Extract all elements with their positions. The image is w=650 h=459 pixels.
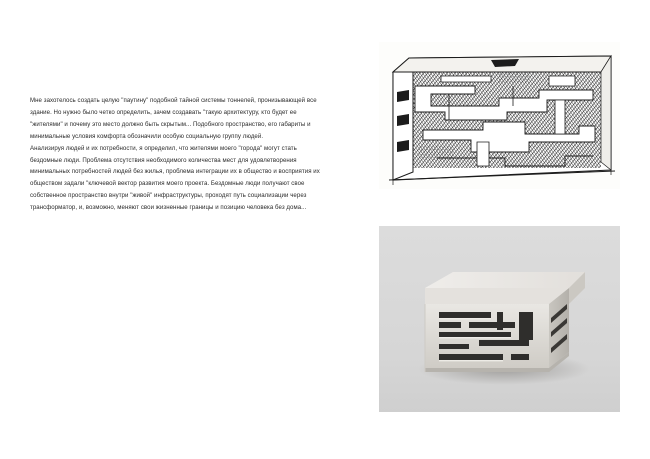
- body-text: [30, 95, 320, 214]
- paragraph-2: Анализируя людей и их потребности, я определил, что жителями моего "города" могут стать бездомные люди. Проблема отсутствия необходимого количества мест для удовлетворения минимальных потребностей людей без жилья, проблема интеграции их в общество и восприятия их обществом задали "ключевой вектор развития моего проекта. Бездомные люди получают свое собственное пространство внутри "живой" инфраструктуры, проходят путь социализации через трансформатор, и, возможно, меняют свои жизненные границы и позицию человека без дома...: [30, 144, 320, 212]
- tunnel-network-drawing: [379, 42, 620, 189]
- photo-canvas: [379, 226, 620, 412]
- drawing-canvas: [379, 42, 620, 189]
- concrete-model-photo: [379, 226, 620, 412]
- paragraph-1: Мне захотелось создать целую "паутину" подобной тайной системы тоннелей, пронизывающей все здание. Но нужно было четко определить, зачем создавать "такую архитектуру, кто будет ее "жителями" и почему это место должно быть скрытым... Подобного пространство, его габариты и минимальные условия комфорта обозначили особую социальную группу людей.: [30, 97, 317, 140]
